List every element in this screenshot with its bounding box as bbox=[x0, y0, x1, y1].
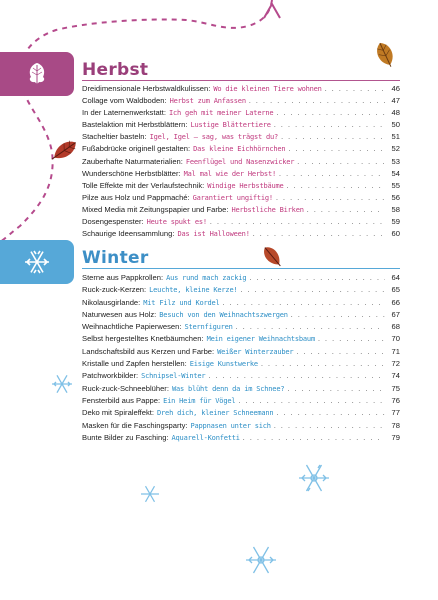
toc-entry-page: 52 bbox=[391, 144, 400, 154]
toc-entry-page: 51 bbox=[391, 132, 400, 142]
dot-leader bbox=[296, 347, 385, 359]
dot-leader bbox=[276, 408, 385, 420]
arrowhead-icon bbox=[264, 4, 280, 18]
toc-entry[interactable] bbox=[82, 358, 400, 370]
dot-leader bbox=[318, 334, 385, 346]
toc-entry-title: Zauberhafte Naturmaterialien: bbox=[82, 156, 183, 166]
toc-entry-title: Wunderschöne Herbstblätter: bbox=[82, 168, 181, 178]
dot-leader bbox=[307, 205, 385, 217]
toc-entry-title: Mixed Media mit Zeitungspapier und Farbe: bbox=[82, 204, 229, 214]
toc-entry-title: Dreidimensionale Herbstwaldkulissen: bbox=[82, 84, 211, 93]
dot-leader bbox=[274, 120, 385, 132]
toc-entry-page: 56 bbox=[391, 192, 400, 202]
toc-entry-page: 70 bbox=[391, 334, 400, 344]
winter-divider bbox=[82, 268, 400, 269]
toc-entry-subtitle: Herbstliche Birken bbox=[231, 205, 304, 214]
dot-leader bbox=[287, 181, 385, 193]
toc-entry-subtitle: Mein eigener Weihnachtsbaum bbox=[206, 335, 315, 344]
autumn-leaf-icon bbox=[373, 40, 397, 70]
toc-entry[interactable] bbox=[82, 272, 400, 284]
toc-entry-page: 79 bbox=[391, 432, 400, 442]
toc-entry-title: Collage vom Waldboden: bbox=[82, 96, 167, 106]
dot-leader bbox=[291, 310, 385, 322]
snowflake-decoration-icon bbox=[52, 375, 72, 392]
toc-entry-subtitle: Mit Filz und Kordel bbox=[143, 298, 220, 307]
toc-entry-title: Schaurige Ideensammlung: bbox=[82, 229, 175, 239]
toc-entry-title: Pilze aus Holz und Pappmaché: bbox=[82, 192, 190, 202]
dot-leader bbox=[243, 433, 385, 445]
toc-entry-page: 74 bbox=[391, 371, 400, 381]
toc-entry[interactable] bbox=[82, 83, 400, 95]
toc-entry[interactable] bbox=[82, 143, 400, 155]
toc-entry-title: Tolle Effekte mit der Verlaufstechnik: bbox=[82, 180, 205, 190]
winter-toc-list bbox=[82, 272, 400, 444]
toc-entry-title: Ruck-zuck-Schneeblüher: bbox=[82, 383, 169, 393]
toc-entry[interactable] bbox=[82, 95, 400, 107]
toc-entry-page: 78 bbox=[391, 420, 400, 430]
toc-entry-subtitle: Pappnasen unter sich bbox=[190, 421, 271, 430]
autumn-leaf-icon bbox=[260, 244, 285, 270]
toc-entry-subtitle: Ein Heim für Vögel bbox=[163, 396, 236, 405]
toc-entry-subtitle: Windige Herbstbäume bbox=[207, 181, 284, 190]
herbst-section-title: Herbst bbox=[82, 60, 149, 80]
snowflake-decoration-icon bbox=[299, 465, 329, 491]
toc-entry-title: Nikolausgirlande: bbox=[82, 297, 141, 307]
toc-entry-title: In der Laternenwerkstatt: bbox=[82, 108, 166, 118]
toc-entry[interactable] bbox=[82, 192, 400, 204]
dot-leader bbox=[261, 359, 385, 371]
toc-entry-page: 65 bbox=[391, 285, 400, 295]
toc-entry-subtitle: Garantiert ungiftig! bbox=[192, 193, 273, 202]
toc-entry-page: 76 bbox=[391, 395, 400, 405]
toc-entry[interactable] bbox=[82, 107, 400, 119]
toc-entry-subtitle: Leuchte, kleine Kerze! bbox=[149, 286, 238, 295]
toc-entry-page: 66 bbox=[391, 297, 400, 307]
toc-entry-page: 60 bbox=[391, 229, 400, 239]
dot-leader bbox=[274, 421, 385, 433]
toc-entry-page: 67 bbox=[391, 309, 400, 319]
dot-leader bbox=[240, 285, 385, 297]
toc-entry-page: 47 bbox=[391, 96, 400, 106]
toc-entry-title: Weihnachtliche Papierwesen: bbox=[82, 322, 182, 332]
toc-entry-title: Patchworkbilder: bbox=[82, 371, 139, 381]
dot-leader bbox=[253, 229, 385, 241]
autumn-leaf-icon bbox=[48, 137, 79, 164]
toc-entry-subtitle: Schnipsel-Winter bbox=[141, 372, 206, 381]
toc-entry-subtitle: Feenflügel und Nasenzwicker bbox=[185, 157, 295, 166]
toc-entry-page: 46 bbox=[391, 84, 400, 93]
toc-entry[interactable] bbox=[82, 284, 400, 296]
toc-entry-title: Bunte Bilder zu Fasching: bbox=[82, 432, 169, 442]
toc-entry[interactable] bbox=[82, 420, 400, 432]
toc-entry-subtitle: Eisige Kunstwerke bbox=[189, 360, 258, 369]
toc-entry-page: 50 bbox=[391, 120, 400, 130]
toc-entry[interactable] bbox=[82, 395, 400, 407]
toc-entry-subtitle: Heute spukt es! bbox=[146, 218, 207, 227]
toc-entry[interactable] bbox=[82, 131, 400, 143]
toc-entry[interactable] bbox=[82, 432, 400, 444]
toc-entry[interactable] bbox=[82, 297, 400, 309]
herbst-divider bbox=[82, 80, 400, 81]
toc-entry-title: Naturwesen aus Holz: bbox=[82, 309, 157, 319]
toc-entry-subtitle: Das ist Halloween! bbox=[177, 230, 250, 239]
toc-entry-title: Deko mit Spiraleffekt: bbox=[82, 408, 155, 418]
toc-entry-title: Selbst hergestelltes Knetbäumchen: bbox=[82, 334, 204, 344]
toc-entry-title: Kristalle und Zapfen herstellen: bbox=[82, 359, 187, 369]
toc-entry-title: Sterne aus Pappkrollen: bbox=[82, 273, 164, 282]
toc-entry[interactable] bbox=[82, 216, 400, 228]
toc-entry-page: 59 bbox=[391, 217, 400, 227]
toc-entry[interactable] bbox=[82, 180, 400, 192]
toc-entry[interactable] bbox=[82, 333, 400, 345]
toc-entry[interactable] bbox=[82, 309, 400, 321]
dot-leader bbox=[325, 84, 385, 96]
toc-entry[interactable] bbox=[82, 168, 400, 180]
toc-entry-page: 68 bbox=[391, 322, 400, 332]
toc-entry-title: Bastelaktion mit Herbstblättern: bbox=[82, 120, 188, 130]
toc-entry-subtitle: Weißer Winterzauber bbox=[217, 347, 294, 356]
snowflake-icon bbox=[23, 248, 51, 276]
toc-entry-title: Ruck-zuck-Kerzen: bbox=[82, 285, 147, 295]
toc-entry-subtitle: Igel, Igel – sag, was trägst du? bbox=[149, 133, 279, 142]
toc-entry-title: Dosengespenster: bbox=[82, 217, 144, 227]
toc-entry-subtitle: Was blüht denn da im Schnee? bbox=[171, 384, 285, 393]
dot-leader bbox=[249, 273, 385, 285]
toc-entry-subtitle: Besuch von den Weihnachtszwergen bbox=[159, 310, 288, 319]
dot-leader bbox=[287, 384, 385, 396]
toc-entry[interactable] bbox=[82, 228, 400, 240]
toc-entry[interactable] bbox=[82, 119, 400, 131]
toc-entry-page: 58 bbox=[391, 204, 400, 214]
toc-entry-subtitle: Dreh dich, kleiner Schneemann bbox=[157, 409, 274, 418]
leaf-icon bbox=[24, 61, 50, 87]
toc-entry[interactable] bbox=[82, 321, 400, 333]
toc-entry-title: Landschaftsbild aus Kerzen und Farbe: bbox=[82, 346, 215, 356]
toc-entry[interactable] bbox=[82, 346, 400, 358]
toc-entry[interactable] bbox=[82, 204, 400, 216]
winter-section-title: Winter bbox=[82, 248, 149, 268]
dot-leader bbox=[279, 169, 385, 181]
toc-entry-page: 55 bbox=[391, 180, 400, 190]
dot-leader bbox=[276, 108, 385, 120]
snowflake-decoration-icon bbox=[141, 486, 159, 502]
herbst-section-tab bbox=[0, 52, 74, 96]
toc-entry-page: 71 bbox=[391, 346, 400, 356]
toc-entry-page: 75 bbox=[391, 383, 400, 393]
toc-entry-page: 77 bbox=[391, 408, 400, 418]
dot-leader bbox=[281, 132, 385, 144]
toc-entry-title: Stacheltier basteln: bbox=[82, 132, 147, 142]
toc-entry-subtitle: Das kleine Eichhörnchen bbox=[193, 145, 286, 154]
toc-entry-page: 72 bbox=[391, 359, 400, 369]
toc-entry-page: 48 bbox=[391, 108, 400, 118]
herbst-toc-list bbox=[82, 83, 400, 240]
toc-entry-title: Masken für die Faschingsparty: bbox=[82, 420, 188, 430]
toc-entry-subtitle: Sternfiguren bbox=[184, 323, 233, 332]
toc-entry-page: 53 bbox=[391, 156, 400, 166]
toc-entry-subtitle: Mal mal wie der Herbst! bbox=[183, 169, 276, 178]
toc-entry[interactable] bbox=[82, 383, 400, 395]
winter-section-tab bbox=[0, 240, 74, 284]
toc-entry[interactable] bbox=[82, 156, 400, 168]
dot-leader bbox=[288, 144, 385, 156]
toc-entry-subtitle: Herbst zum Anfassen bbox=[169, 97, 246, 106]
toc-entry-page: 64 bbox=[391, 273, 400, 282]
toc-entry[interactable] bbox=[82, 370, 400, 382]
toc-entry-subtitle: Lustige Blättertiere bbox=[190, 121, 271, 130]
snowflake-decoration-icon bbox=[246, 547, 276, 573]
toc-entry-subtitle: Wo die kleinen Tiere wohnen bbox=[213, 85, 322, 93]
toc-entry-subtitle: Ich geh mit meiner Laterne bbox=[169, 109, 274, 118]
toc-entry-title: Fensterbild aus Pappe: bbox=[82, 395, 161, 405]
toc-entry-subtitle: Aquarell-Konfetti bbox=[171, 433, 240, 442]
dot-leader bbox=[297, 157, 385, 169]
toc-entry-subtitle: Aus rund mach zackig bbox=[166, 274, 247, 282]
toc-entry-page: 54 bbox=[391, 168, 400, 178]
toc-entry[interactable] bbox=[82, 407, 400, 419]
toc-entry-title: Fußabdrücke originell gestalten: bbox=[82, 144, 191, 154]
